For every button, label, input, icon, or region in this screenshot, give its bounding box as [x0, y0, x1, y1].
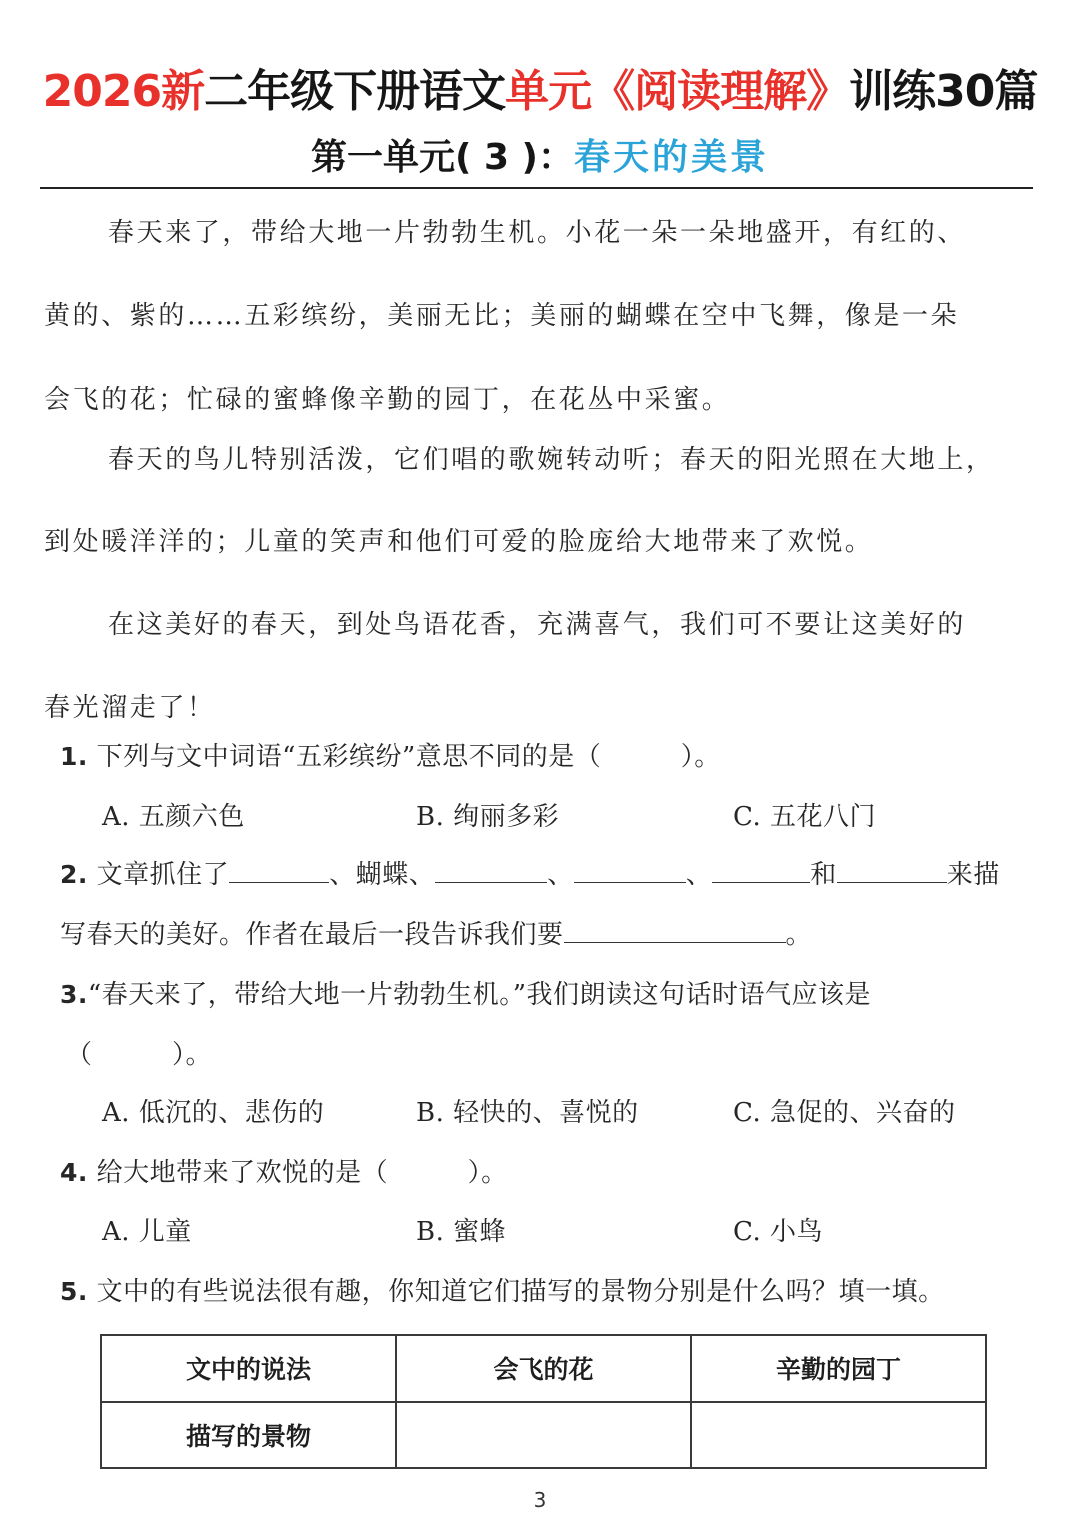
table-row-label: 描写的景物: [101, 1402, 396, 1469]
passage-line: 在这美好的春天，到处鸟语花香，充满喜气，我们可不要让这美好的: [108, 610, 967, 640]
unit-subtitle: [0, 132, 1080, 184]
unit-label: 第一单元( 3 )：: [310, 137, 574, 178]
answer-cell[interactable]: [691, 1402, 986, 1469]
question-number: 3.: [60, 980, 88, 1009]
table-header-cell: 文中的说法: [101, 1335, 396, 1402]
option-c: C. 小鸟: [733, 1217, 823, 1247]
answer-blank[interactable]: [837, 858, 947, 883]
option-c: C. 急促的、兴奋的: [733, 1098, 956, 1128]
page-title: 2026新二年级下册语文单元《阅读理解》训练30篇: [42, 66, 1038, 117]
table-header-cell: 会飞的花: [396, 1335, 691, 1402]
question-number: 4.: [60, 1158, 88, 1187]
question-text: 给大地带来了欢悦的是（ ）。: [96, 1158, 508, 1188]
question-text: “春天来了，带给大地一片勃勃生机。”我们朗读这句话时语气应该是: [87, 980, 871, 1010]
passage-line: 会飞的花；忙碌的蜜蜂像辛勤的园丁，在花丛中采蜜。: [44, 385, 731, 415]
option-b: B. 轻快的、喜悦的: [416, 1098, 639, 1128]
title-divider: [40, 187, 1033, 189]
option-c: C. 五花八门: [733, 802, 876, 832]
table-row: [101, 1402, 986, 1469]
question-text: 下列与文中词语“五彩缤纷”意思不同的是（ ）。: [96, 742, 721, 772]
question-number: 2.: [60, 860, 88, 889]
question-1: [60, 736, 721, 773]
question-number: 5.: [60, 1277, 88, 1306]
question-text: 文中的有些说法很有趣，你知道它们描写的景物分别是什么吗？填一填。: [96, 1277, 945, 1307]
page-number: 3: [533, 1488, 547, 1512]
passage-line: 春光溜走了！: [44, 693, 216, 723]
passage-line: 黄的、紫的……五彩缤纷，美丽无比；美丽的蝴蝶在空中飞舞，像是一朵: [44, 301, 960, 331]
option-a: A. 低沉的、悲伤的: [102, 1098, 325, 1128]
option-a: A. 儿童: [102, 1217, 192, 1247]
question-5: [60, 1271, 945, 1308]
answer-cell[interactable]: [396, 1402, 691, 1469]
fill-in-table: [100, 1334, 987, 1469]
passage-line: 春天的鸟儿特别活泼，它们唱的歌婉转动听；春天的阳光照在大地上，: [108, 445, 995, 475]
option-b: B. 蜜蜂: [416, 1217, 507, 1247]
table-row: [101, 1335, 986, 1402]
question-2-line2: 写春天的美好。作者在最后一段告诉我们要 。: [60, 920, 813, 950]
question-number: 1.: [60, 742, 88, 771]
topic-title: 春天的美景: [574, 137, 770, 178]
option-b: B. 绚丽多彩: [416, 802, 560, 832]
answer-blank[interactable]: [229, 858, 329, 883]
table-header-cell: 辛勤的园丁: [691, 1335, 986, 1402]
option-a: A. 五颜六色: [102, 802, 245, 832]
answer-blank[interactable]: [564, 918, 786, 943]
question-3: [60, 974, 871, 1011]
passage-line: 春天来了，带给大地一片勃勃生机。小花一朵一朵地盛开，有红的、: [108, 218, 967, 248]
passage-line: 到处暖洋洋的；儿童的笑声和他们可爱的脸庞给大地带来了欢悦。: [44, 527, 874, 557]
question-2: 2. 文章抓住了 、蝴蝶、 、 、 和 来描: [60, 860, 1000, 890]
answer-blank[interactable]: [435, 858, 547, 883]
question-3-answer-paren: （ ）。: [66, 1040, 213, 1070]
question-4: [60, 1152, 508, 1189]
answer-blank[interactable]: [712, 858, 810, 883]
answer-blank[interactable]: [574, 858, 686, 883]
